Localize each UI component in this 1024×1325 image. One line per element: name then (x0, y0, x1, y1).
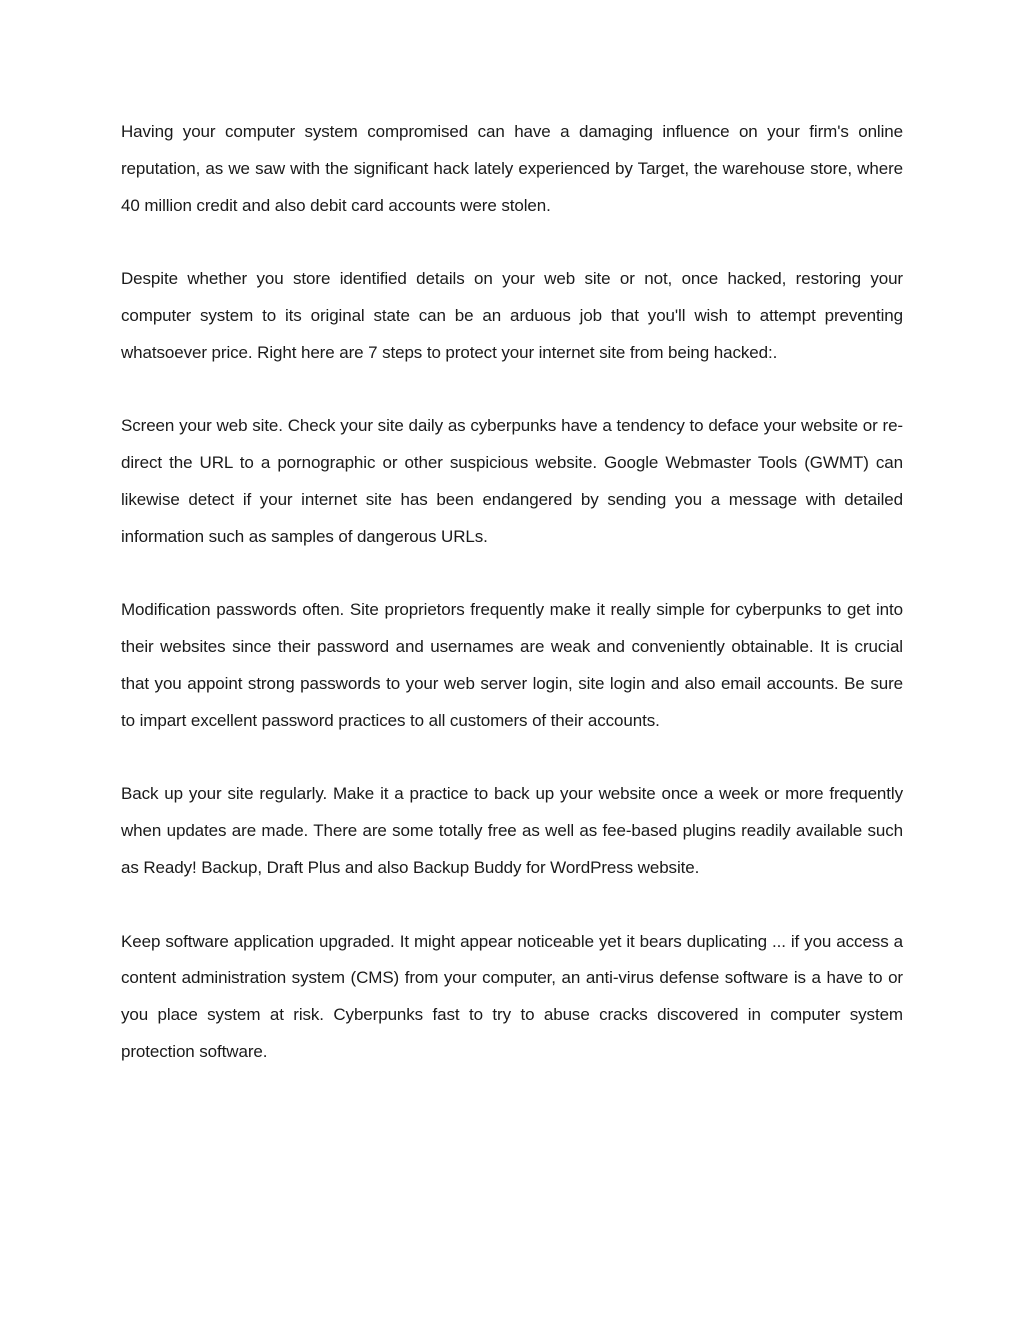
document-body (121, 114, 903, 1071)
paragraph: Having your computer system compromised can have a damaging influence on your firm's online reputation, as we saw with the significant hack lately experienced by Target, the warehouse store, where 40 million credit and also debit card accounts were stolen. (121, 122, 903, 215)
paragraph: Screen your web site. Check your site daily as cyberpunks have a tendency to deface your website or re-direct the URL to a pornographic or other suspicious website. Google Webmaster Tools (GWMT) can likewise detect if your internet site has been endangered by sending you a message with detailed information such as samples of dangerous URLs. (121, 416, 903, 546)
paragraph: Despite whether you store identified details on your web site or not, once hacked, restoring your computer system to its original state can be an arduous job that you'll wish to attempt preventing whatsoever price. Right here are 7 steps to protect your internet site from being hacked:. (121, 269, 903, 362)
paragraph: Modification passwords often. Site proprietors frequently make it really simple for cyberpunks to get into their websites since their password and usernames are weak and conveniently obtainable. It is crucial that you appoint strong passwords to your web server login, site login and also email accounts. Be sure to impart excellent password practices to all customers of their accounts. (121, 600, 903, 730)
paragraph: Back up your site regularly. Make it a practice to back up your website once a week or more frequently when updates are made. There are some totally free as well as fee-based plugins readily available such as Ready! Backup, Draft Plus and also Backup Buddy for WordPress website. (121, 784, 903, 877)
paragraph: Keep software application upgraded. It might appear noticeable yet it bears duplicating ... if you access a content administration system (CMS) from your computer, an anti-virus defense software is a have to or you place system at risk. Cyberpunks fast to try to abuse cracks discovered in computer system protection software. (121, 931, 903, 1061)
